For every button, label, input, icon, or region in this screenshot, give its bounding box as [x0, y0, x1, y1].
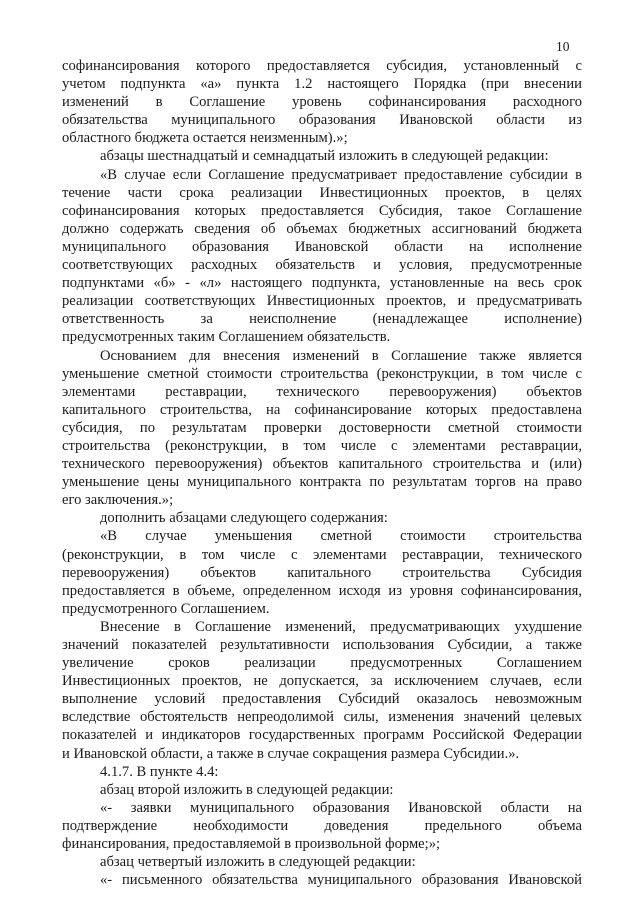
paragraph-line: софинансирования которых предоставляется Субсидия, такое Соглашение	[62, 202, 582, 219]
paragraph-line: выполнение условий предоставления Субсидий оказалось невозможным	[62, 691, 582, 708]
paragraph-line: областного бюджета остается неизменным).»;	[62, 130, 348, 147]
paragraph-line: предусмотренных таким Соглашением обязательств.	[62, 329, 391, 346]
paragraph-line: абзац четвертый изложить в следующей редакции:	[100, 854, 416, 871]
paragraph-line: Основанием для внесения изменений в Соглашение также является	[100, 347, 582, 364]
paragraph-line: ответственность за неисполнение (ненадлежащее исполнение)	[62, 311, 582, 328]
paragraph-line: капитального строительства, на софинансирование которых предоставлена	[62, 401, 582, 418]
paragraph-line: вследствие обстоятельств непреодолимой силы, изменения значений целевых	[62, 709, 582, 726]
paragraph-line: абзацы шестнадцатый и семнадцатый изложить в следующей редакции:	[100, 148, 549, 165]
paragraph-line: учетом подпункта «а» пункта 1.2 настоящего Порядка (при внесении	[62, 76, 582, 93]
paragraph-line: элементами реставрации, технического перевооружения) объектов	[62, 383, 582, 400]
paragraph-line: Внесение в Соглашение изменений, предусматривающих ухудшение	[100, 618, 582, 635]
paragraph-line: предоставляется в объеме, определенном исходя из уровня софинансирования,	[62, 582, 582, 599]
paragraph-line: уменьшение цены муниципального контракта по результатам торгов на право	[62, 474, 582, 491]
paragraph-line: его заключения.»;	[62, 492, 174, 509]
paragraph-line: должно содержать сведения об объемах бюджетных ассигнований бюджета	[62, 220, 582, 237]
paragraph-line: соответствующих расходных обязательств и условия, предусмотренные	[62, 257, 582, 274]
page-number: 10	[556, 39, 570, 54]
paragraph-line: (реконструкции, в том числе с элементами реставрации, технического	[62, 546, 582, 563]
paragraph-line: реализации соответствующих Инвестиционных проектов, и предусматривать	[62, 293, 582, 310]
paragraph-line: финансирования, предоставляемой в произвольной форме;»;	[62, 836, 441, 853]
paragraph-line: строительства (реконструкции, в том числе с элементами реставрации,	[62, 437, 582, 454]
paragraph-line: 4.1.7. В пункте 4.4:	[100, 763, 219, 780]
paragraph-line: показателей и индикаторов государственных программ Российской Федерации	[62, 727, 582, 744]
paragraph-line: значений показателей результативности использования Субсидии, а также	[62, 637, 582, 653]
paragraph-line: дополнить абзацами следующего содержания:	[100, 510, 388, 527]
paragraph-line: технического перевооружения) объектов капитального строительства и (или)	[62, 456, 582, 473]
paragraph-line: «В случае уменьшения сметной стоимости строительства	[100, 528, 582, 545]
paragraph-line: и Ивановской области, а также в случае сокращения размера Субсидии.».	[62, 745, 520, 762]
paragraph-line: Инвестиционных проектов, не допускается, за исключением случаев, если	[62, 673, 582, 690]
paragraph-line: подтверждение необходимости доведения предельного объема	[62, 817, 582, 834]
paragraph-line: «В случае если Соглашение предусматривает предоставление субсидии в	[100, 166, 582, 183]
paragraph-line: обязательства муниципального образования Ивановской области из	[62, 112, 582, 129]
paragraph-line: субсидия, по результатам проверки достоверности сметной стоимости	[62, 419, 582, 436]
paragraph-line: предусмотренного Соглашением.	[62, 600, 270, 617]
paragraph-line: муниципального образования Ивановской области на исполнение	[62, 238, 582, 255]
paragraph-line: увеличение сроков реализации предусмотренных Соглашением	[62, 655, 582, 672]
paragraph-line: софинансирования которого предоставляется субсидия, установленный с	[62, 58, 582, 74]
paragraph-line: «- заявки муниципального образования Ивановской области на	[100, 799, 582, 816]
paragraph-line: течение части срока реализации Инвестиционных проектов, в целях	[62, 184, 582, 201]
paragraph-line: подпунктами «б» - «л» настоящего подпункта, установленные на весь срок	[62, 275, 582, 292]
paragraph-line: перевооружения) объектов капитального строительства Субсидия	[62, 564, 582, 581]
document-body	[62, 57, 582, 889]
paragraph-line: абзац второй изложить в следующей редакции:	[100, 781, 394, 798]
paragraph-line: «- письменного обязательства муниципального образования Ивановской	[100, 872, 582, 889]
paragraph-line: уменьшение сметной стоимости строительства (реконструкции, в том числе с	[62, 365, 582, 382]
paragraph-line: изменений в Соглашение уровень софинансирования расходного	[62, 94, 582, 111]
